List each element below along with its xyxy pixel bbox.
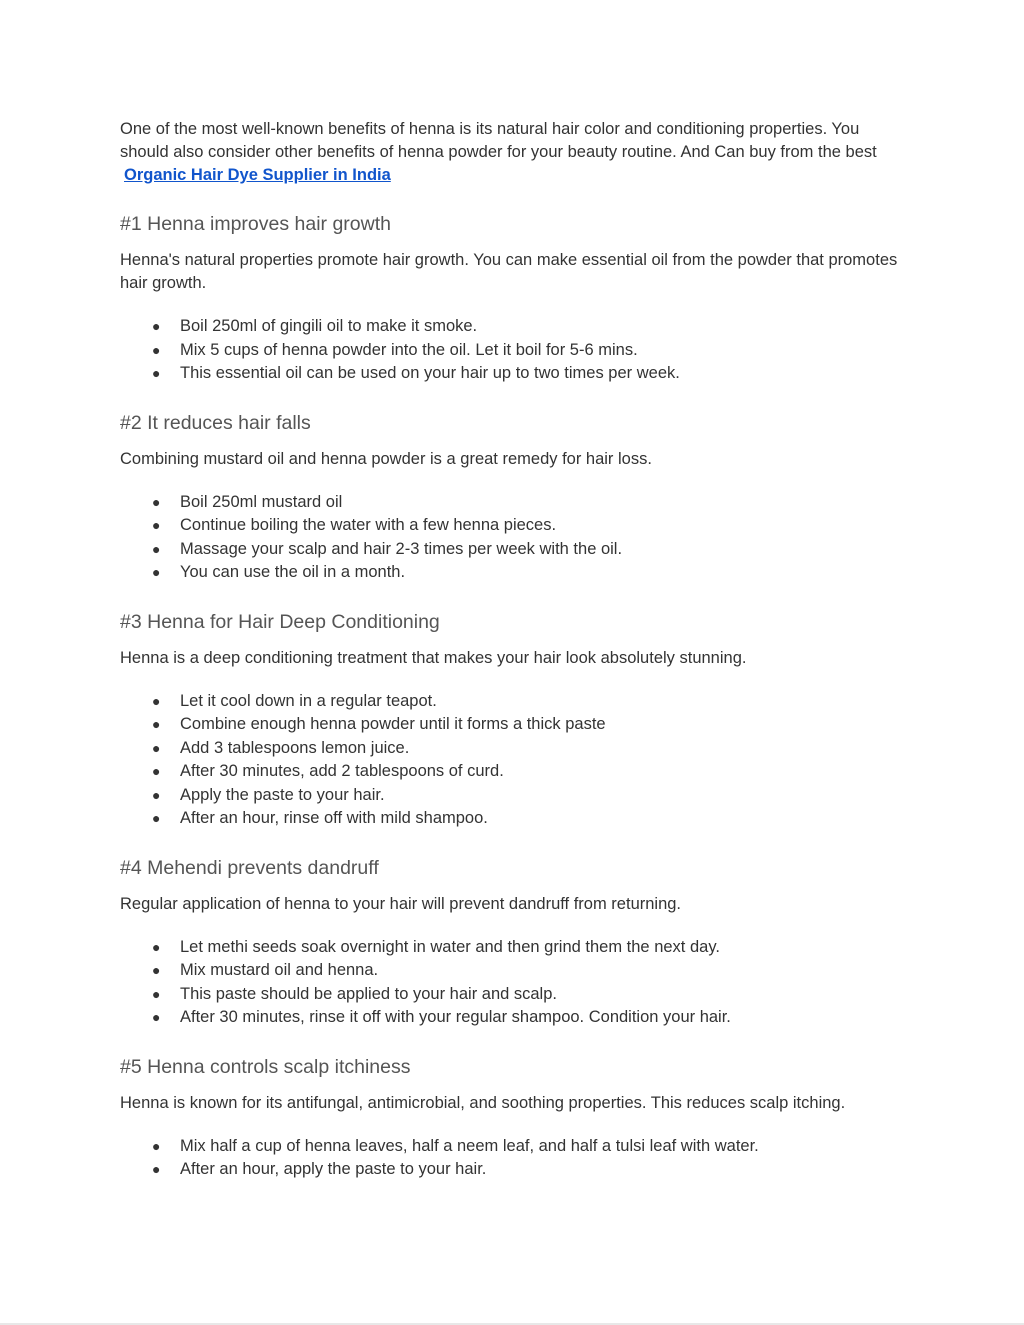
section-heading: #2 It reduces hair falls <box>120 411 311 434</box>
bullet-icon: ● <box>152 1161 161 1177</box>
section-hair-falls <box>120 410 910 585</box>
list-item-text: You can use the oil in a month. <box>180 563 406 581</box>
list-item <box>120 737 910 761</box>
list-item-text: Mix half a cup of henna leaves, half a neem leaf, and half a tulsi leaf with water. <box>180 1136 759 1155</box>
bullet-icon: ● <box>152 493 161 510</box>
section-heading: #5 Henna controls scalp itchiness <box>120 1055 411 1078</box>
bullet-icon: ● <box>152 739 161 756</box>
list-item <box>120 713 910 737</box>
list-item <box>120 1006 910 1030</box>
list-item-text: Combine enough henna powder until it forms a thick paste <box>180 715 606 733</box>
list-item-text: Boil 250ml of gingili oil to make it smoke. <box>180 317 478 335</box>
bullet-icon: ● <box>152 341 161 358</box>
list-item <box>120 936 910 960</box>
bullet-icon: ● <box>152 365 161 381</box>
bullet-list <box>120 315 910 386</box>
list-item-text: Mix mustard oil and henna. <box>180 961 379 979</box>
list-item <box>120 760 910 784</box>
list-item-text: Let it cool down in a regular teapot. <box>180 691 437 710</box>
list-item-text: After an hour, rinse off with mild shampoo. <box>180 809 488 827</box>
intro-paragraph <box>120 118 910 187</box>
section-paragraph: Henna is a deep conditioning treatment that makes your hair look absolutely stunning. <box>120 648 747 667</box>
list-item-text: Let methi seeds soak overnight in water and then grind them the next day. <box>180 937 720 956</box>
bullet-icon: ● <box>152 938 161 955</box>
bullet-icon: ● <box>152 517 161 533</box>
list-item-text: Boil 250ml mustard oil <box>180 492 343 511</box>
list-item-text: After 30 minutes, rinse it off with your regular shampoo. Condition your hair. <box>180 1008 731 1026</box>
section-paragraph: Regular application of henna to your hair will prevent dandruff from returning. <box>120 894 682 913</box>
bullet-icon: ● <box>152 1009 161 1025</box>
list-item <box>120 690 910 714</box>
list-item <box>120 807 910 831</box>
list-item-text: Continue boiling the water with a few henna pieces. <box>180 516 557 534</box>
section-heading: #3 Henna for Hair Deep Conditioning <box>120 610 440 633</box>
list-item-text: This paste should be applied to your hair and scalp. <box>180 984 557 1003</box>
section-dandruff <box>120 855 910 1030</box>
section-paragraph: Henna is known for its antifungal, antimicrobial, and soothing properties. This reduces scalp itching. <box>120 1093 846 1112</box>
bullet-list <box>120 491 910 585</box>
list-item <box>120 514 910 538</box>
bullet-icon: ● <box>152 1137 161 1154</box>
section-scalp-itchiness <box>120 1054 910 1182</box>
bullet-icon: ● <box>152 786 161 803</box>
section-paragraph: Combining mustard oil and henna powder is a great remedy for hair loss. <box>120 449 652 468</box>
section-hair-growth <box>120 211 910 386</box>
section-heading: #1 Henna improves hair growth <box>120 213 391 235</box>
list-item-text: Add 3 tablespoons lemon juice. <box>180 738 410 757</box>
bullet-icon: ● <box>152 962 161 978</box>
list-item-text: After 30 minutes, add 2 tablespoons of curd. <box>180 762 504 780</box>
list-item <box>120 362 910 386</box>
bullet-list <box>120 936 910 1030</box>
list-item <box>120 1135 910 1159</box>
intro-text: One of the most well-known benefits of henna is its natural hair color and conditioning properties. You should also consider other benefits of henna powder for your beauty routine. And Can buy from the best <box>120 120 877 161</box>
document-content <box>120 118 910 1206</box>
bullet-icon: ● <box>152 318 161 334</box>
bullet-icon: ● <box>152 540 161 557</box>
list-item <box>120 315 910 339</box>
bullet-icon: ● <box>152 985 161 1002</box>
list-item-text: After an hour, apply the paste to your hair. <box>180 1160 487 1178</box>
list-item-text: Mix 5 cups of henna powder into the oil. Let it boil for 5-6 mins. <box>180 340 638 359</box>
list-item <box>120 538 910 562</box>
bullet-list <box>120 1135 910 1182</box>
list-item-text: Apply the paste to your hair. <box>180 785 385 804</box>
list-item-text: This essential oil can be used on your hair up to two times per week. <box>180 364 680 382</box>
section-paragraph: Henna's natural properties promote hair growth. You can make essential oil from the powder that promotes hair growth. <box>120 251 898 292</box>
list-item <box>120 1158 910 1182</box>
bullet-list <box>120 690 910 831</box>
bullet-icon: ● <box>152 716 161 732</box>
list-item <box>120 339 910 363</box>
bullet-icon: ● <box>152 564 161 580</box>
list-item <box>120 983 910 1007</box>
bullet-icon: ● <box>152 810 161 826</box>
list-item-text: Massage your scalp and hair 2-3 times per week with the oil. <box>180 539 623 558</box>
bullet-icon: ● <box>152 692 161 709</box>
supplier-link[interactable]: Organic Hair Dye Supplier in India <box>124 166 391 184</box>
section-heading: #4 Mehendi prevents dandruff <box>120 856 379 879</box>
bullet-icon: ● <box>152 763 161 779</box>
list-item <box>120 491 910 515</box>
section-deep-conditioning <box>120 609 910 831</box>
list-item <box>120 561 910 585</box>
list-item <box>120 959 910 983</box>
list-item <box>120 784 910 808</box>
